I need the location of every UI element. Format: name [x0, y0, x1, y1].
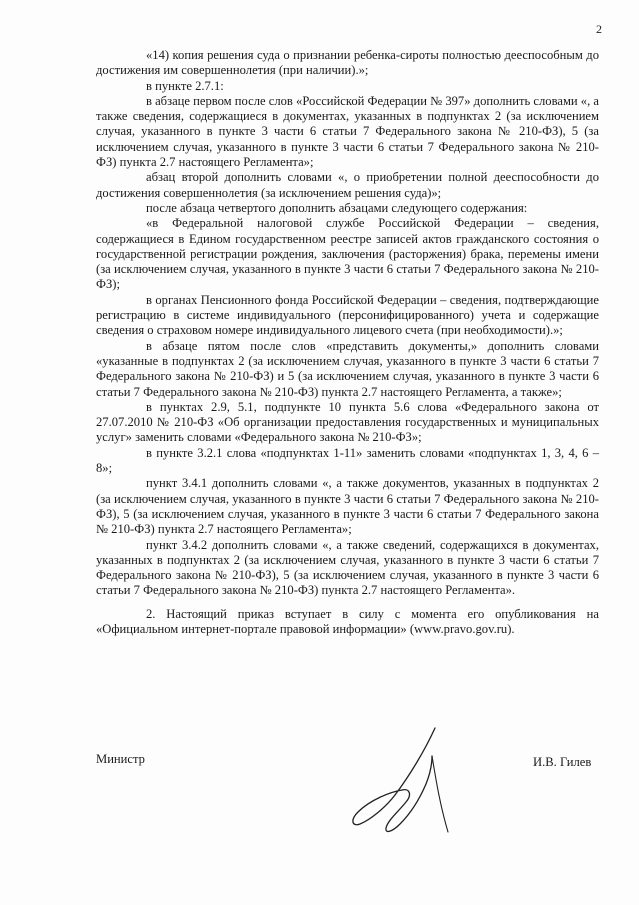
paragraph: в абзаце первом после слов «Российской Федерации № 397» дополнить словами «, а также сведения, содержащиеся в документах, указанных в подпунктах 2 (за исключением случая, указанного в пункте 3 части 6 статьи 7 Федерального закона № 210-ФЗ), 5 (за исключением случая, указанного в пункте 3 части 6 статьи 7 Федерального закона № 210-ФЗ) пункта 2.7 настоящего Регламента»; — [96, 93, 599, 170]
signer-title: Министр — [96, 752, 145, 766]
page-number: 2 — [596, 22, 602, 36]
paragraph: в абзаце пятом после слов «представить документы,» дополнить словами «указанные в подпунктах 2 (за исключением случая, указанного в пункте 3 части 6 статьи 7 Федерального закона № 210-ФЗ) и 5 (за исключением случая, указанного в пункте 3 части 6 статьи 7 Федерального закона № 210-ФЗ) пункта 2.7 настоящего Регламента, а также»; — [96, 338, 599, 399]
paragraph: 2. Настоящий приказ вступает в силу с момента его опубликования на «Официальном интернет-портале правовой информации» (www.pravo.gov.ru). — [96, 606, 599, 636]
paragraph: в пункте 3.2.1 слова «подпунктах 1-11» заменить словами «подпунктах 1, 3, 4, 6 – 8»; — [96, 445, 599, 476]
paragraph: в органах Пенсионного фонда Российской Федерации – сведения, подтверждающие регистрацию в системе индивидуального (персонифицированного) учета и содержащие сведения о страховом номере индивидуального лицевого счета (при необходимости).»; — [96, 292, 599, 338]
paragraph: «14) копия решения суда о признании ребенка-сироты полностью дееспособным до достижения им совершеннолетия (при наличии).»; — [96, 48, 599, 78]
paragraph: пункт 3.4.1 дополнить словами «, а также документов, указанных в подпунктах 2 (за исключением случая, указанного в пункте 3 части 6 статьи 7 Федерального закона № 210-ФЗ), 5 (за исключением случая, указанного в пункте 3 части 6 статьи 7 Федерального закона № 210-ФЗ) пункта 2.7 настоящего Регламента»; — [96, 476, 599, 537]
handwritten-signature — [340, 720, 470, 840]
document-body — [96, 48, 599, 637]
paragraph: абзац второй дополнить словами «, о приобретении полной дееспособности до достижения совершеннолетия (за исключением решения суда)»; — [96, 170, 599, 200]
paragraph: «в Федеральной налоговой службе Российской Федерации – сведения, содержащиеся в Едином государственном реестре записей актов гражданского состояния о государственной регистрации рождения, заключения (расторжения) брака, перемены имени (за исключением случая, указанного в пункте 3 части 6 статьи 7 Федерального закона № 210-ФЗ); — [96, 216, 599, 292]
paragraph: после абзаца четвертого дополнить абзацами следующего содержания: — [146, 200, 528, 215]
paragraph: в пунктах 2.9, 5.1, подпункте 10 пункта 5.6 слова «Федерального закона от 27.07.2010 № 210-ФЗ «Об организации предоставления государственных и муниципальных услуг» заменить словами «Федерального закона № 210-ФЗ»; — [96, 399, 599, 445]
paragraph: в пункте 2.7.1: — [146, 78, 224, 93]
paragraph: пункт 3.4.2 дополнить словами «, а также сведений, содержащихся в документах, указанных в подпунктах 2 (за исключением случая, указанного в пункте 3 части 6 статьи 7 Федерального закона № 210-ФЗ), 5 (за исключением случая, указанного в пункте 3 части 6 статьи 7 Федерального закона № 210-ФЗ) пункта 2.7 настоящего Регламента». — [96, 537, 599, 598]
signer-name: И.В. Гилев — [533, 755, 592, 769]
